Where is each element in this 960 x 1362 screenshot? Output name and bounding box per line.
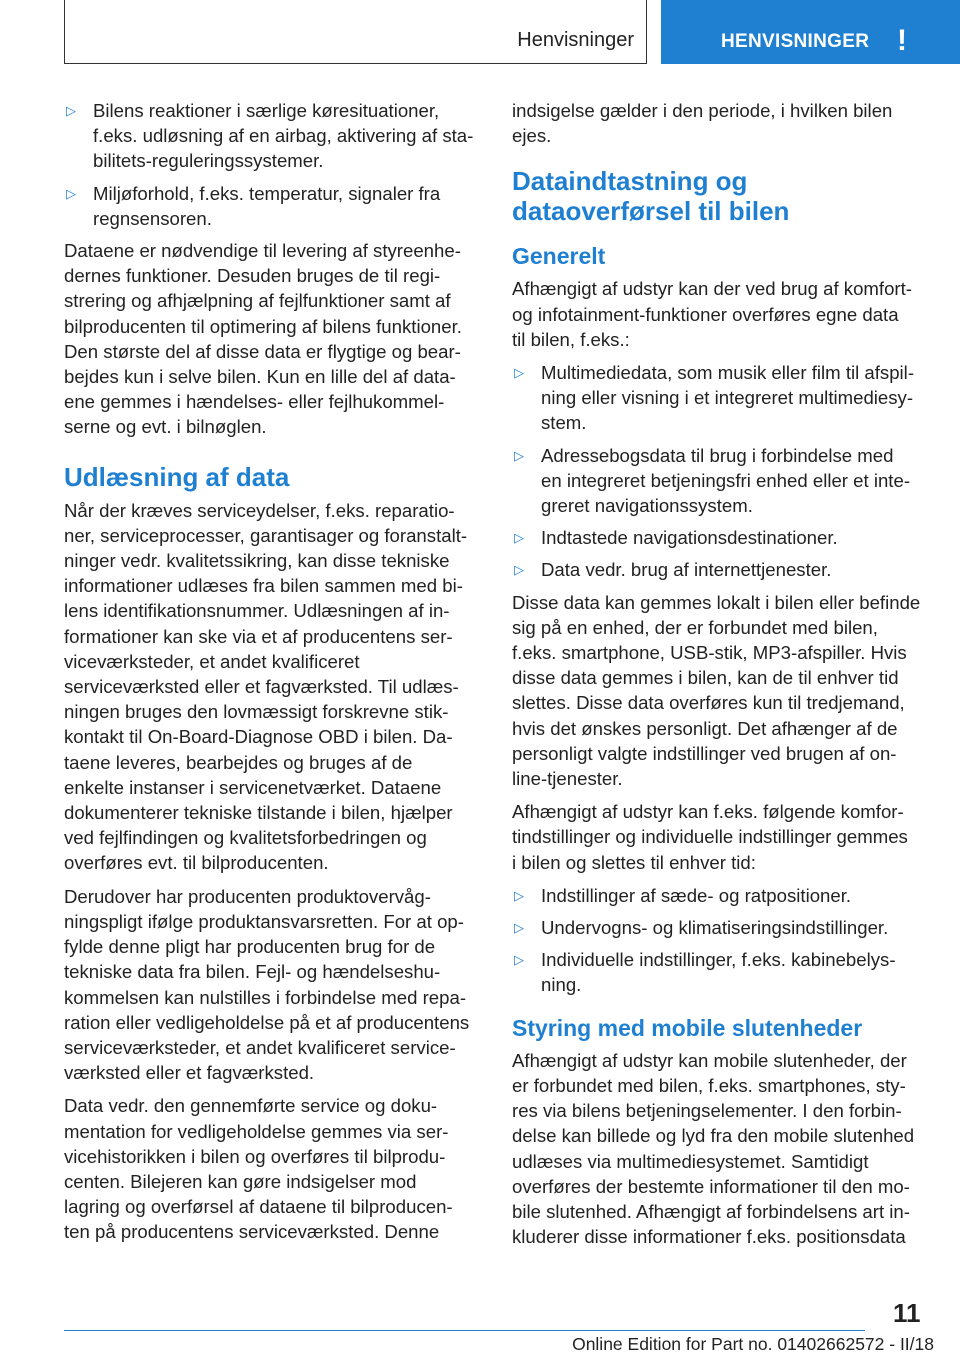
triangle-bullet-icon: ▷: [514, 530, 524, 546]
subsection-heading: Generelt: [512, 243, 606, 270]
triangle-bullet-icon: ▷: [514, 562, 524, 578]
triangle-bullet-icon: ▷: [514, 447, 524, 463]
list-item-text: Individuelle indstillinger, f.eks. kabinebelys‐ ning.: [541, 949, 896, 996]
triangle-bullet-icon: ▷: [66, 103, 76, 118]
chapter-label: HENVISNINGER: [721, 31, 870, 52]
subsection-heading: Styring med mobile slutenheder: [512, 1014, 863, 1041]
list-item-text: Adressebogsdata til brug i forbindelse med en integreret betjeningsfri enhed eller et inte‐ greret navigationssystem.: [541, 444, 911, 517]
list-item: [512, 915, 932, 940]
triangle-bullet-icon: ▷: [514, 887, 524, 903]
list-item: [64, 181, 478, 231]
list-item: [64, 98, 478, 174]
list-item-text: Data vedr. brug af internettjenester.: [541, 559, 832, 581]
header-section-box: [64, 0, 647, 64]
list-item-text: Multimediedata, som musik eller film til afspil‐ ning eller visning i et integreret multimediesy‐ stem.: [541, 362, 915, 434]
list-item-text: Indtastede navigationsdestinationer.: [541, 527, 838, 549]
paragraph: Dataene er nødvendige til levering af styreenhe‐ dernes funktioner. Desuden bruges de til regi‐ strering og afhjælpning af fejlfunktioner samt af bilproducenten til optimering af bilens funktioner. Den største del af disse data er flygtige og bear‐ bejdes kun i selve bilen. Kun en lille del af data‐ ene gemmes i hændelses- eller fejlhukommel‐ serne og evt. i bilnøglen.: [64, 240, 462, 438]
exclamation-icon: !: [897, 24, 907, 57]
paragraph: Når der kræves serviceydelser, f.eks. reparatio‐ ner, serviceprocesser, garantisager og foranstalt‐ ninger vedr. kvalitetssikring, kan disse tekniske informationer udlæses fra bilen sammen med bi‐ lens identifikationsnummer. Udlæsningen af in‐ formationer kan ske via et af producentens ser‐ viceværksteder, et andet kvalificeret serviceværksted eller et fagværksted. Til udlæs‐ ningen bruges den lovmæssigt forskrevne stik‐ kontakt til On-Board-Diagnose OBD i bilen. Da‐ taene leveres, bearbejdes og bruges af de enkelte instanser i servicenetværket. Dataene dokumenterer tekniske tilstande i bilen, hjælper ved fejlfindingen og kvalitetsforbedringen og overføres evt. til bilproducenten.: [64, 499, 468, 874]
triangle-bullet-icon: ▷: [514, 952, 524, 968]
list-item: [512, 360, 932, 436]
list-item-text: Bilens reaktioner i særlige køresituationer, f.eks. udløsning af en airbag, aktivering af sta‐ bilitets-reguleringssystemer.: [93, 100, 474, 172]
list-item: [512, 947, 932, 997]
chapter-tab: [661, 0, 960, 64]
paragraph: Data vedr. den gennemførte service og doku‐ mentation for vedligeholdelse gemmes via ser‐ vicehistorikken i bilen og overføres til bilprodu‐ centen. Bilejeren kan gøre indsigelser mod lagring og overførsel af dataene til bilproducen‐ ten på producentens serviceværksted. Denne: [64, 1095, 453, 1243]
edition-note: Online Edition for Part no. 01402662572 - II/18: [572, 1334, 934, 1354]
list-item-text: Indstillinger af sæde- og ratpositioner.: [541, 884, 852, 906]
list-item-text: Undervogns- og klimatiseringsindstillinger.: [541, 917, 889, 939]
list-item: [512, 557, 932, 582]
paragraph: Derudover har producenten produktovervåg‐ ningspligt ifølge produktansvarsretten. For at op‐ fylde denne pligt har producenten brug for de tekniske data fra bilen. Fejl- og hændelseshu‐ kommelsen kan nulstilles i forbindelse med repa‐ ration eller vedligeholdelse på et af producentens serviceværksteder, et andet kvalificeret service‐ værksted eller et fagværksted.: [64, 885, 470, 1084]
triangle-bullet-icon: ▷: [514, 365, 524, 381]
section-heading: Dataindtastning og dataoverførsel til bilen: [512, 166, 790, 227]
section-heading: Udlæsning af data: [64, 461, 290, 492]
paragraph: indsigelse gælder i den periode, i hvilken bilen ejes.: [512, 100, 893, 147]
list-item: [512, 443, 932, 519]
paragraph: Afhængigt af udstyr kan der ved brug af komfort- og infotainment-funktioner overføres egne data til bilen, f.eks.:: [512, 278, 912, 350]
paragraph: Disse data kan gemmes lokalt i bilen eller befinde sig på en enhed, der er forbundet med bilen, f.eks. smartphone, USB-stik, MP3-afspiller. Hvis disse data gemmes i bilen, kan de til enhver tid slettes. Disse data overføres kun til tredjemand, hvis det ønskes personligt. Det afhænger af de personligt valgte indstillinger ved brugen af on‐ line-tjenester.: [512, 591, 921, 790]
list-item: [512, 525, 932, 550]
right-column: [512, 98, 932, 1257]
list-item: [512, 883, 932, 908]
paragraph: Afhængigt af udstyr kan f.eks. følgende komfor‐ tindstillinger og individuelle indstillinger gemmes i bilen og slettes til enhver tid:: [512, 801, 908, 873]
paragraph: Afhængigt af udstyr kan mobile slutenheder, der er forbundet med bilen, f.eks. smartphones, sty‐ res via bilens betjeningselementer. I den forbin‐ delse kan billede og lyd fra den mobile slutenhed udlæses via multimediesystemet. Samtidigt overføres der bestemte informationer til den mo‐ bile slutenhed. Afhængigt af forbindelsens art in‐ kluderer disse informationer f.eks. positionsdata: [512, 1049, 915, 1248]
footer-divider: [64, 1330, 865, 1331]
list-item-text: Miljøforhold, f.eks. temperatur, signaler fra regnsensoren.: [93, 182, 441, 229]
triangle-bullet-icon: ▷: [66, 185, 76, 201]
left-column: [64, 98, 478, 1253]
page-number: 11: [893, 1298, 921, 1328]
triangle-bullet-icon: ▷: [514, 920, 524, 936]
section-title: Henvisninger: [517, 29, 634, 51]
